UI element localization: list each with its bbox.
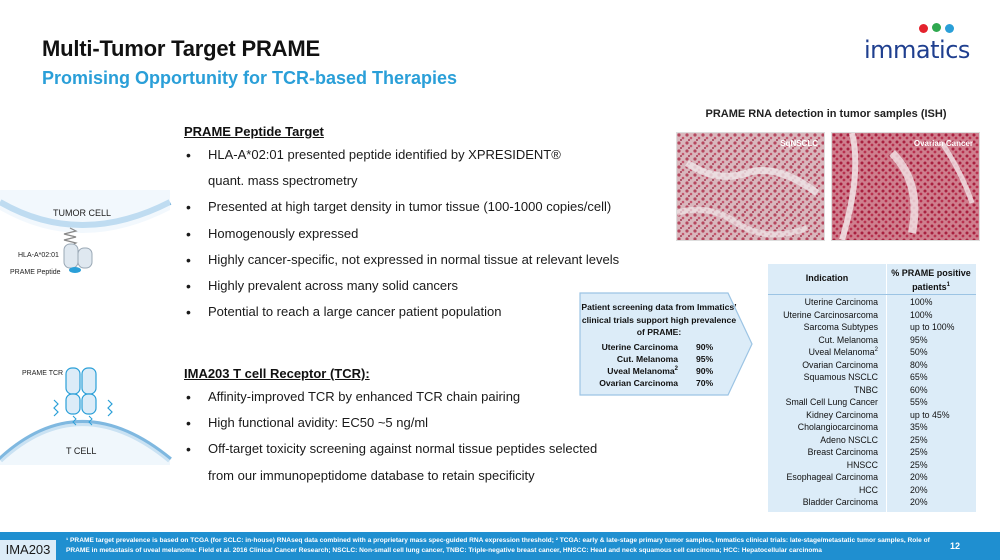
percent-cell: 20% (910, 497, 928, 507)
indication-cell: Sarcoma Subtypes (803, 322, 878, 332)
tcr-heading: IMA203 T cell Receptor (TCR): (184, 366, 370, 381)
indication-cell: Kidney Carcinoma (806, 409, 878, 420)
logo-text: immatics (864, 36, 970, 64)
table-row (768, 410, 976, 423)
percent-cell: 25% (910, 447, 928, 457)
indication-cell: Esophageal Carcinoma (786, 472, 878, 482)
table-row (768, 322, 976, 335)
percent-cell: 35% (910, 422, 928, 432)
table-row (768, 372, 976, 385)
percent-cell: 95% (910, 334, 928, 345)
ish-label: Ovarian Cancer (913, 139, 973, 148)
slide-subtitle: Promising Opportunity for TCR-based Therapies (42, 68, 458, 88)
peptide-heading: PRAME Peptide Target (184, 124, 324, 139)
screening-callout: Patient screening data from Immatics’ clinical trials support high prevalence of PRAME: Uterine Carcinoma 90% Cut. Melanoma 95% Uveal Melanoma$^2$ 90% Ovarian Carcinoma 70% (578, 291, 754, 397)
indication-cell: Bladder Carcinoma (802, 497, 878, 507)
bullet-item: • Presented at high target density in tumor tissue (100-1000 copies/cell) (184, 194, 644, 220)
indication-cell: HCC (858, 484, 878, 495)
tumor-cell-label: TUMOR CELL (53, 208, 112, 218)
ish-title: PRAME RNA detection in tumor samples (ISH) (705, 108, 947, 120)
table-row (768, 397, 976, 410)
tissue-stain-image (677, 133, 824, 240)
header-percent: % PRAME positive patients$^1$ (891, 268, 971, 292)
logo-dot-green (932, 23, 941, 32)
page-number: 12 (949, 541, 960, 551)
bullet-item: • Potential to reach a large cancer patient population (184, 299, 644, 325)
table-row (768, 385, 976, 398)
percent-cell: 55% (910, 397, 928, 407)
footer-bar (0, 532, 1000, 560)
logo-dot-red (919, 24, 928, 33)
percent-cell: 25% (910, 434, 928, 445)
indication-cell: Uterine Carcinoma (804, 297, 878, 307)
table-row (768, 435, 976, 448)
table-row (768, 447, 976, 460)
percent-cell: up to 100% (910, 322, 955, 332)
indication-cell: Ovarian Carcinoma (802, 359, 878, 370)
ish-image-ovarian (831, 132, 980, 241)
table-row (768, 460, 976, 473)
tcr-binding-diagram (0, 190, 175, 465)
percent-cell: 25% (910, 459, 928, 470)
callout-heading: Patient screening data from Immatics’ clinical trials support high prevalence of PRAME: (581, 302, 737, 337)
percent-cell: 100% (910, 297, 933, 307)
percent-cell: 20% (910, 484, 928, 495)
tissue-stain-image (832, 133, 979, 240)
peptide-label: PRAME Peptide (10, 269, 61, 276)
table-row (768, 485, 976, 498)
peptide-bullet-list (184, 142, 644, 325)
table-row (768, 297, 976, 310)
table-row (768, 422, 976, 435)
indication-cell: Uveal Melanoma$^2$ (808, 347, 878, 357)
percent-cell: 60% (910, 384, 928, 395)
table-row (768, 360, 976, 373)
product-tag: IMA203 (0, 540, 56, 560)
tcr-bullet-list (184, 384, 644, 489)
company-logo (862, 20, 972, 64)
footnote: ¹ PRAME target prevalence is based on TCGA (for SCLC: in-house) RNAseq data combined with a proprietary mass spec-guided RNA expression threshold; ² TCGA: early & late-stage primary tumor samples, Immatics clinical trials: late-stage/metastatic tumor samples, Role of PRAME in metastasis of uveal melanoma: Field et al. 2016 Clinical Cancer Research; NSCLC: Non-small cell lung cancer, TNBC: Triple-negative breast cancer, HNSCC: Head and neck squamous cell carcinoma; HCC: Hepatocellular carcinoma (66, 537, 930, 554)
indication-cell: Squamous NSCLC (803, 372, 878, 382)
slide-title: Multi-Tumor Target PRAME (42, 36, 320, 61)
bullet-item: • High functional avidity: EC50 ~5 ng/ml (184, 410, 644, 436)
bullet-item: • Highly prevalent across many solid cancers (184, 273, 644, 299)
percent-cell: up to 45% (910, 409, 950, 420)
table-row (768, 310, 976, 323)
bullet-item: • Affinity-improved TCR by enhanced TCR chain pairing (184, 384, 644, 410)
indication-cell: TNBC (854, 384, 878, 395)
table-row (768, 335, 976, 348)
indication-cell: Adeno NSCLC (820, 434, 878, 445)
percent-cell: 50% (910, 347, 928, 357)
table-row (768, 497, 976, 510)
prame-tcr-label: PRAME TCR (22, 370, 64, 377)
percent-cell: 65% (910, 372, 928, 382)
ish-label: SqNSCLC (780, 139, 818, 148)
bullet-item: • Highly cancer-specific, not expressed in normal tissue at relevant levels (184, 247, 644, 273)
bullet-item: • HLA-A*02:01 presented peptide identified by XPRESIDENT® quant. mass spectrometry (184, 142, 644, 194)
percent-cell: 100% (910, 309, 933, 320)
logo-dot-blue (945, 24, 954, 33)
table-row (768, 472, 976, 485)
table-header (768, 264, 976, 295)
hla-label: HLA-A*02:01 (18, 252, 59, 259)
indication-cell: Cholangiocarcinoma (797, 422, 878, 432)
percent-cell: 20% (910, 472, 928, 482)
prevalence-table (768, 264, 976, 512)
header-indication: Indication (805, 273, 849, 283)
indication-cell: Uterine Carcinosarcoma (783, 309, 878, 320)
ish-image-sqnsclc (676, 132, 825, 241)
indication-cell: Cut. Melanoma (818, 334, 878, 345)
indication-cell: Small Cell Lung Cancer (785, 397, 878, 407)
bullet-item: • Off-target toxicity screening against normal tissue peptides selected from our immunopeptidome database to retain specificity (184, 436, 644, 488)
t-cell-label: T CELL (66, 446, 97, 456)
indication-cell: Breast Carcinoma (807, 447, 878, 457)
percent-cell: 80% (910, 359, 928, 370)
bullet-item: • Homogenously expressed (184, 221, 644, 247)
indication-cell: HNSCC (846, 459, 878, 470)
table-row (768, 347, 976, 360)
